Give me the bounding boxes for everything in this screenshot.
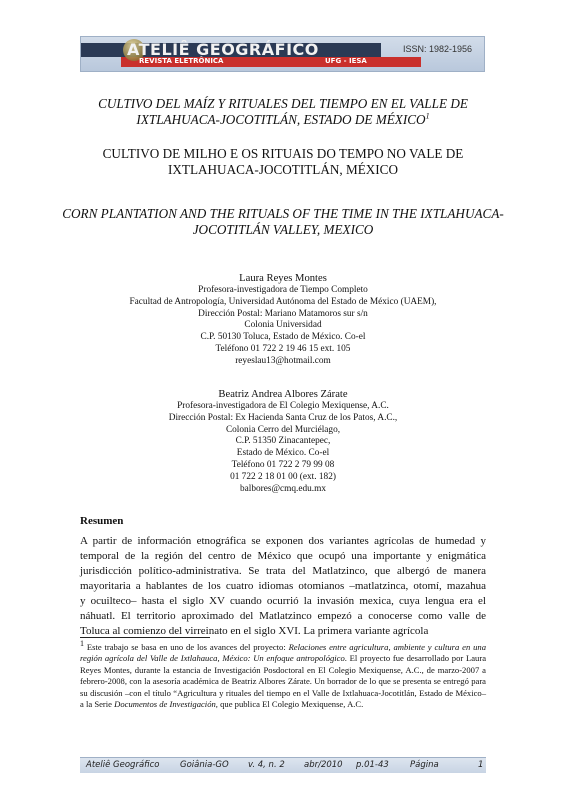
author-name: Beatriz Andrea Albores Zárate [218,389,348,400]
footer-page-label: Página [410,760,439,770]
footnote: $^1$ Este trabajo se basa en uno de los avances del proyecto: Relaciones entre agricultura, ambiente y cultura en una región agrícola del Valle de Ixtlahauca, México: Un enfoque antropológico. El proyecto fue desarrollado por Laura Reyes Montes, durante la estancia de Investigación Posdoctoral en El Colegio Mexiquense, A.C., de marzo-2007 a febrero-2008, con la asesoría académica de Beatriz Albores Zárate. Un borrador de lo que se presenta se entregó para su discusión –con el título “Agricultura y rituales del tiempo en el Valle de Ixtlahuaca-Jocotitlán, Estado de México– a la Serie Documentos de Investigación, que publica El Colegio Mexiquense, A.C. [80,639,487,710]
author-affiliation-line: Estado de México. Co-el [236,448,330,459]
abstract-line: náhuatl. El territorio aproximado del Matlatzinco empezó a conocerse como valle de [80,610,486,622]
author-affiliation-line: Colonia Cerro del Murciélago, [225,424,341,435]
abstract-line: jurisdicción político-administrativa. Se trata del Matlatzinco, que albergó de manera [80,565,486,577]
journal-subtitle: REVISTA ELETRÔNICA [139,57,224,65]
footer-city: Goiânia-GO [180,760,229,770]
title-english: CORN PLANTATION AND THE RITUALS OF THE TIME IN THE IXTLAHUACA-JOCOTITLÁN VALLEY, MEXICO [62,206,504,237]
footer-pages: p.01-43 [356,760,389,770]
footnote-divider [80,637,210,638]
footer-volume: v. 4, n. 2 [248,760,285,770]
author-email: balbores@cmq.edu.mx [239,483,326,494]
journal-title: ATELIÊ GEOGRÁFICO [127,40,319,59]
author-email: reyeslau13@hotmail.com [235,355,331,366]
author-affiliation-line: Profesora-investigadora de El Colegio Mexiquense, A.C. [177,401,389,411]
author-1 [60,272,506,368]
abstract-line: temporal de la región del centro de México que ocupó una importante y enigmática [80,550,486,562]
author-affiliation-line: 01 722 2 18 01 00 (ext. 182) [230,471,336,482]
author-affiliation-line: Colonia Universidad [244,320,322,331]
issn: ISSN: 1982-1956 [403,44,473,54]
author-affiliation-line: Dirección Postal: Mariano Matamoros sur s/n [198,308,368,319]
abstract-line: y ocuilteco– hasta el siglo XV cuando ocurrió la invasión mexica, cuya lengua era el [80,595,486,607]
author-affiliation-line: Profesora-investigadora de Tiempo Completo [198,285,368,295]
abstract-heading: Resumen [80,515,124,527]
footnote-mark: 1 [425,111,430,121]
author-2 [60,388,506,495]
journal-institution: UFG - IESA [325,57,367,65]
author-affiliation-line: C.P. 50130 Toluca, Estado de México. Co-el [200,332,366,343]
author-affiliation-line: Teléfono 01 722 2 79 99 08 [231,459,335,470]
footnote-number: 1 [80,639,84,649]
author-affiliation-line: Teléfono 01 722 2 19 46 15 ext. 105 [215,343,351,354]
abstract-line: A partir de información etnográfica se exponen dos variantes agrícolas de humedad y [80,535,486,547]
footer-date: abr/2010 [304,760,343,770]
page-footer [80,757,486,773]
journal-banner [80,36,485,72]
author-affiliation-line: C.P. 51350 Zinacantepec, [235,436,331,447]
title-spanish: CULTIVO DEL MAÍZ Y RITUALES DEL TIEMPO EN EL VALLE DE IXTLAHUACA-JOCOTITLÁN, ESTADO DE MÉXICO$^1$ [98,96,468,127]
author-affiliation-line: Dirección Postal: Ex Hacienda Santa Cruz de los Patos, A.C., [168,412,398,423]
author-affiliation-line: Facultad de Antropología, Universidad Autónoma del Estado de México (UAEM), [129,296,437,307]
abstract-body [80,534,486,639]
author-name: Laura Reyes Montes [239,273,327,284]
footer-journal: Ateliê Geográfico [86,760,160,770]
footer-page-number: 1 [478,760,484,770]
abstract-line: Toluca al comienzo del virreinato en el siglo XVI. La primera variante agrícola [80,625,429,637]
abstract-line: mayoritaria a hablantes de los cuatro idiomas otomianos –matlatzinca, otomí, mazahua [80,580,486,592]
title-portuguese: CULTIVO DE MILHO E OS RITUAIS DO TEMPO NO VALE DE IXTLAHUACA-JOCOTITLÁN, MÉXICO [102,146,464,177]
